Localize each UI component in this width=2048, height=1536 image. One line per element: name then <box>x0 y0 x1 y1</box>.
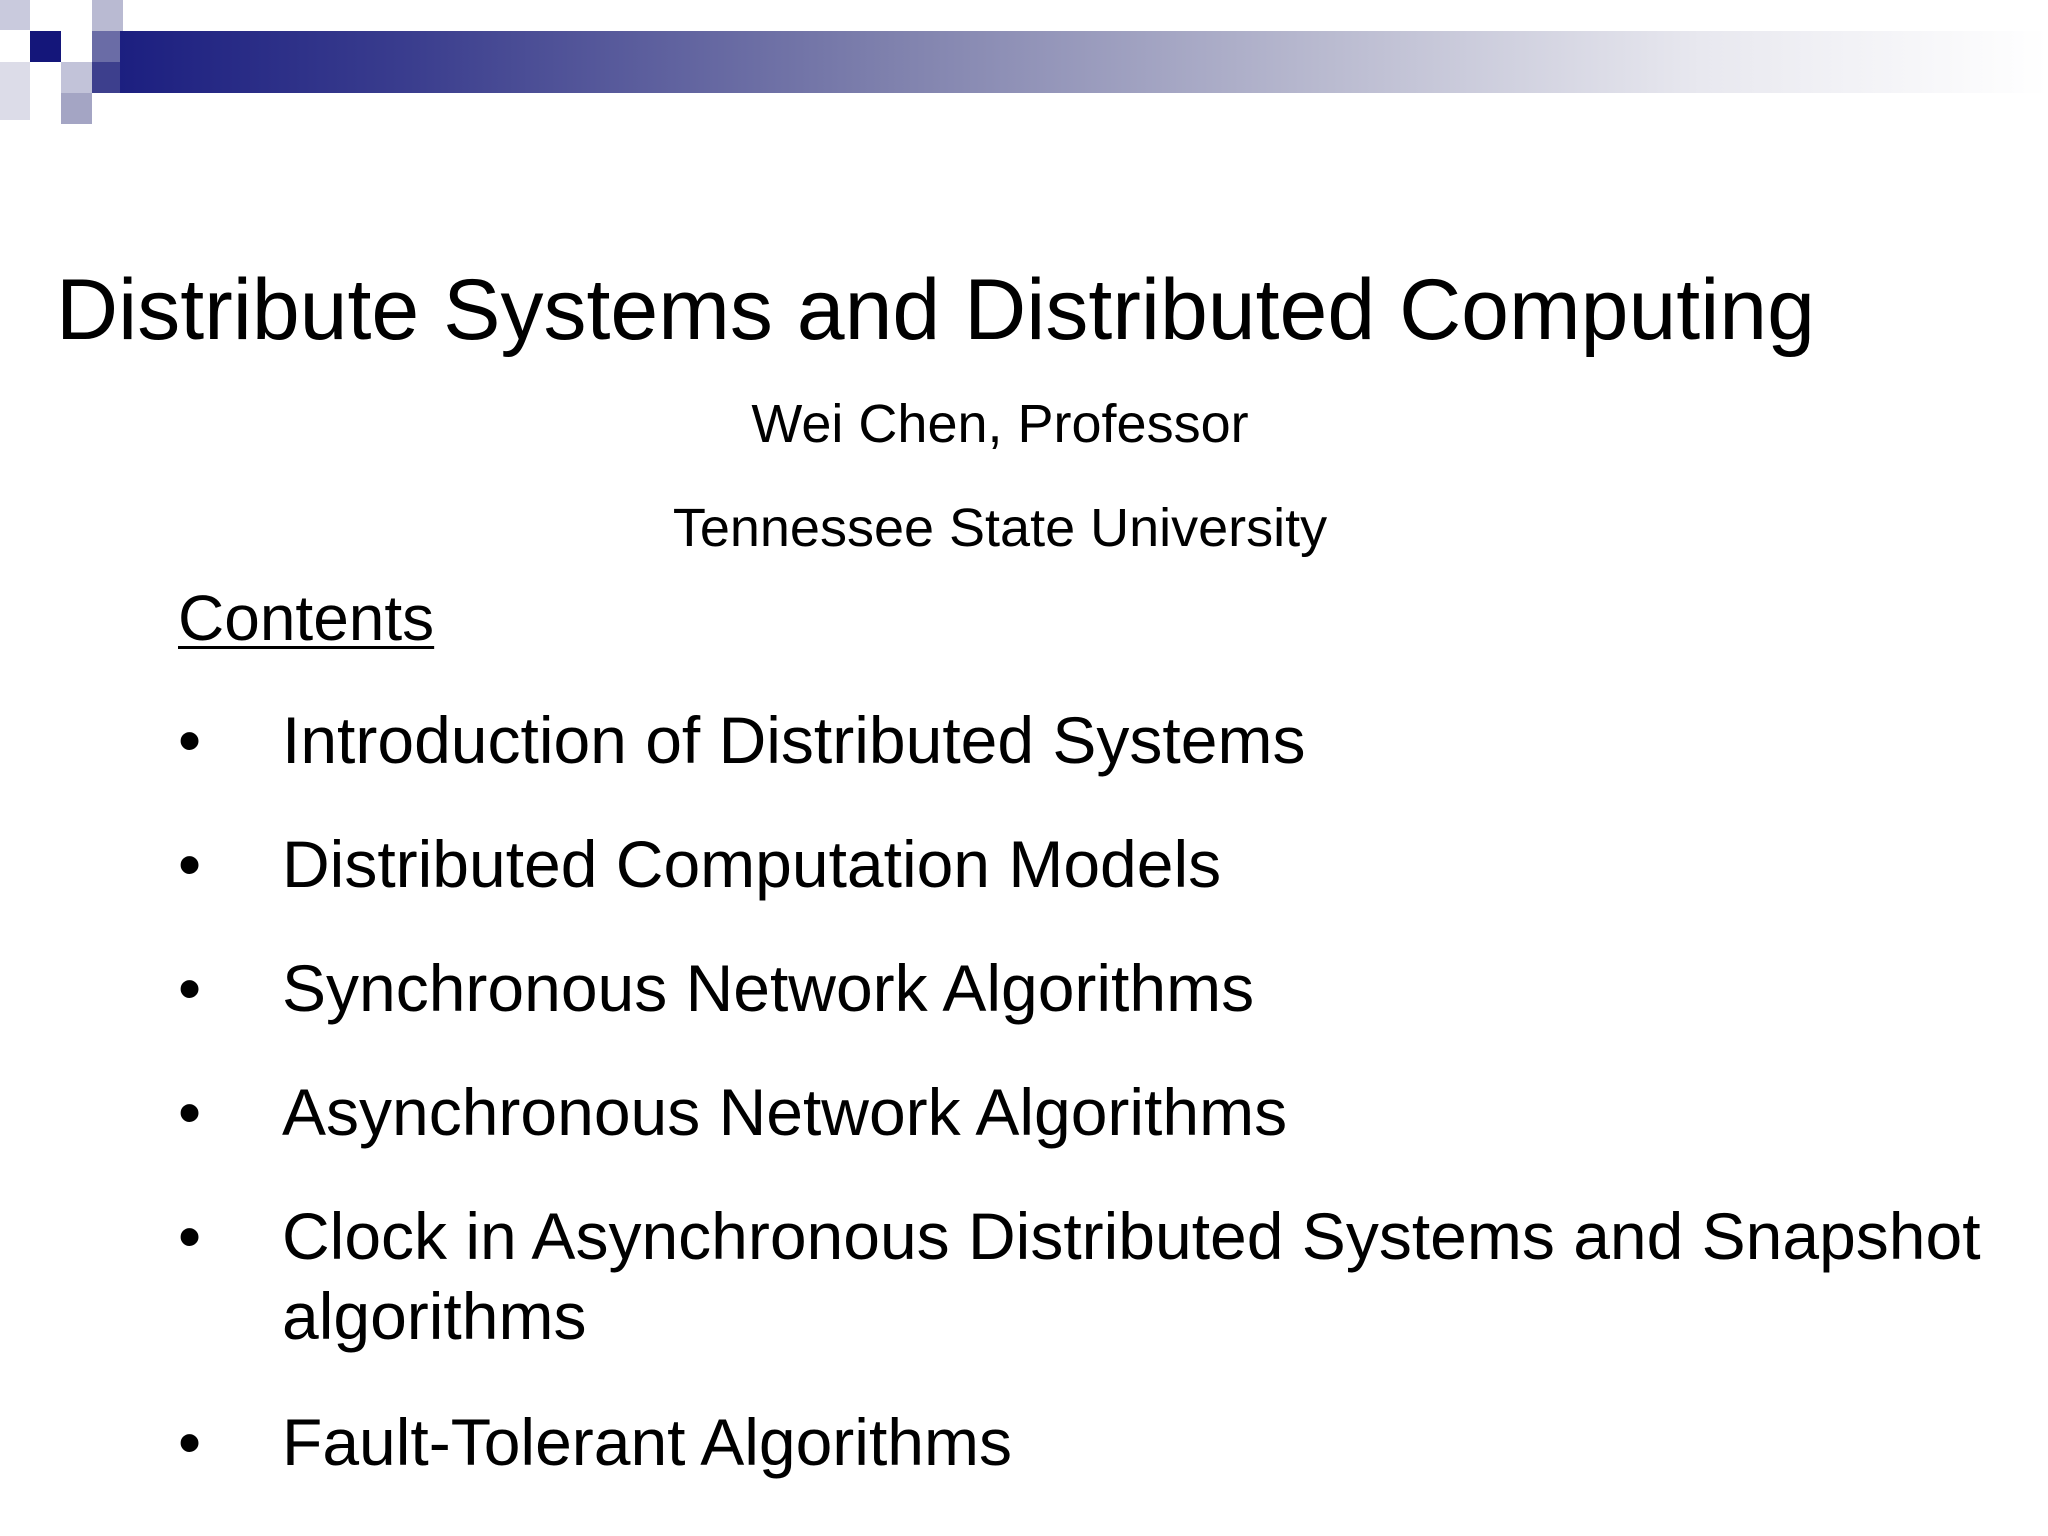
affiliation-line: Tennessee State University <box>672 498 1328 558</box>
list-item-text: Distributed Computation Models <box>282 827 1222 901</box>
decor-square <box>61 93 92 124</box>
contents-heading: Contents <box>178 582 435 654</box>
decor-square <box>92 31 123 62</box>
bullet-icon: • <box>178 1405 202 1479</box>
header-gradient-bar <box>120 31 2048 93</box>
decor-square <box>30 31 61 62</box>
bullet-icon: • <box>178 1075 202 1149</box>
list-item-text: Introduction of Distributed Systems <box>282 703 1306 777</box>
list-item-text: Clock in Asynchronous Distributed Systems and Snapshot algorithms <box>282 1199 1981 1353</box>
decor-square <box>61 62 92 93</box>
author-line: Wei Chen, Professor <box>751 394 1249 454</box>
list-item-text: Asynchronous Network Algorithms <box>282 1075 1288 1149</box>
decor-square <box>92 0 123 31</box>
bullet-icon: • <box>178 703 202 777</box>
bullet-icon: • <box>178 1199 202 1273</box>
slide-title: Distribute Systems and Distributed Computing <box>56 262 1815 358</box>
decor-square <box>0 0 30 30</box>
list-item-text: Fault-Tolerant Algorithms <box>282 1405 1012 1479</box>
list-item-text: Synchronous Network Algorithms <box>282 951 1255 1025</box>
decor-square <box>92 62 120 93</box>
bullet-icon: • <box>178 951 202 1025</box>
decor-square <box>0 62 30 120</box>
bullet-icon: • <box>178 827 202 901</box>
